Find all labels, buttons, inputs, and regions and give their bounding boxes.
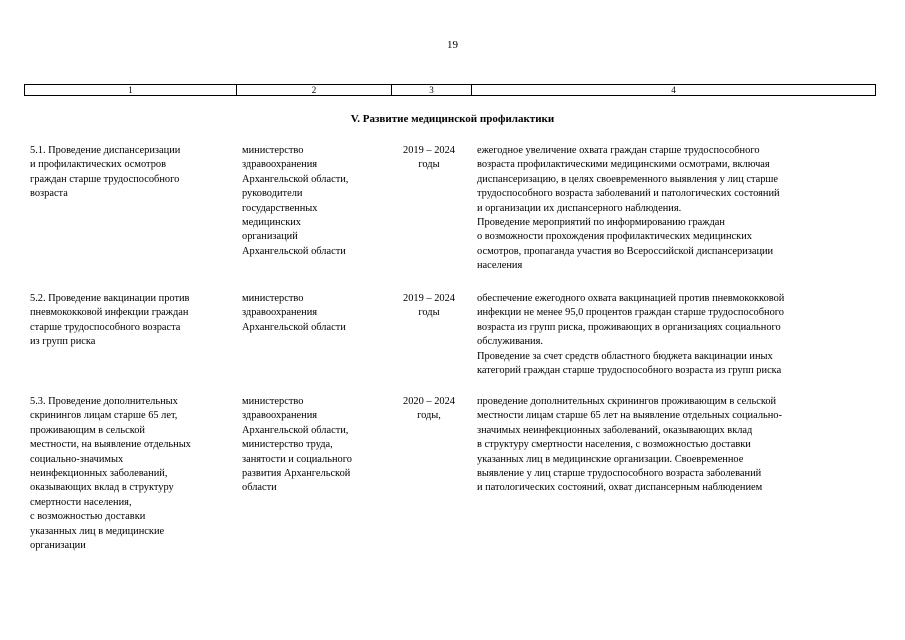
period-cell: 2019 – 2024 годы (403, 293, 455, 319)
section-title: V. Развитие медицинской профилактики (350, 113, 555, 125)
result-cell: обеспечение ежегодного охвата вакцинацией против пневмококковой инфекции не менее 95,0 процентов граждан старше трудоспособного возраста из групп риска, проживающих в организациях социального обслуживания. Проведение за счет средств областного бюджета вакцинации иных категорий граждан старше трудоспособного возраста из групп риска (477, 293, 785, 377)
table-header-row (24, 84, 876, 96)
measure-cell: 5.1. Проведение диспансеризации и профилактических осмотров граждан старше трудоспособного возраста (30, 145, 181, 200)
executor-cell: министерство здравоохранения Архангельской области, министерство труда, занятости и социального развития Архангельской области (242, 396, 352, 494)
page-number: 19 (447, 39, 458, 51)
period-cell: 2020 – 2024 годы, (403, 396, 455, 422)
measure-cell: 5.3. Проведение дополнительных скринингов лицам старше 65 лет, проживающим в сельской местности, на выявление отдельных социально-значимых неинфекционных заболеваний, оказывающих вклад в структуру смертности населения, с возможностью доставки указанных лиц в медицинские организации (30, 396, 191, 552)
period-cell: 2019 – 2024 годы (403, 145, 455, 171)
executor-cell: министерство здравоохранения Архангельской области, руководители государственных медицинских организаций Архангельской области (242, 145, 349, 257)
header-cell-3: 3 (392, 85, 472, 95)
header-cell-1: 1 (25, 85, 237, 95)
header-cell-2: 2 (237, 85, 392, 95)
measure-cell: 5.2. Проведение вакцинации против пневмококковой инфекции граждан старше трудоспособного возраста из групп риска (30, 293, 190, 348)
result-cell: проведение дополнительных скринингов проживающим в сельской местности лицам старше 65 лет на выявление отдельных социально- значимых неинфекционных заболеваний, оказывающих вклад в структуру смертности населения, с возможностью доставки указанных лиц в медицинские организации. Своевременное выявление у лиц старше трудоспособного возраста заболеваний и патологических состояний, охват диспансерным наблюдением (477, 396, 782, 494)
header-cell-4: 4 (671, 85, 676, 95)
result-cell: ежегодное увеличение охвата граждан старше трудоспособного возраста профилактическими медицинскими осмотрами, включая диспансеризацию, в целях своевременного выявления у лиц старше трудоспособного возраста заболеваний и патологических состояний и организации их диспансерного наблюдения. Проведение мероприятий по информированию граждан о возможности прохождения профилактических медицинских осмотров, пропаганда участия во Всероссийской диспансеризации населения (477, 145, 780, 272)
executor-cell: министерство здравоохранения Архангельской области (242, 293, 346, 333)
